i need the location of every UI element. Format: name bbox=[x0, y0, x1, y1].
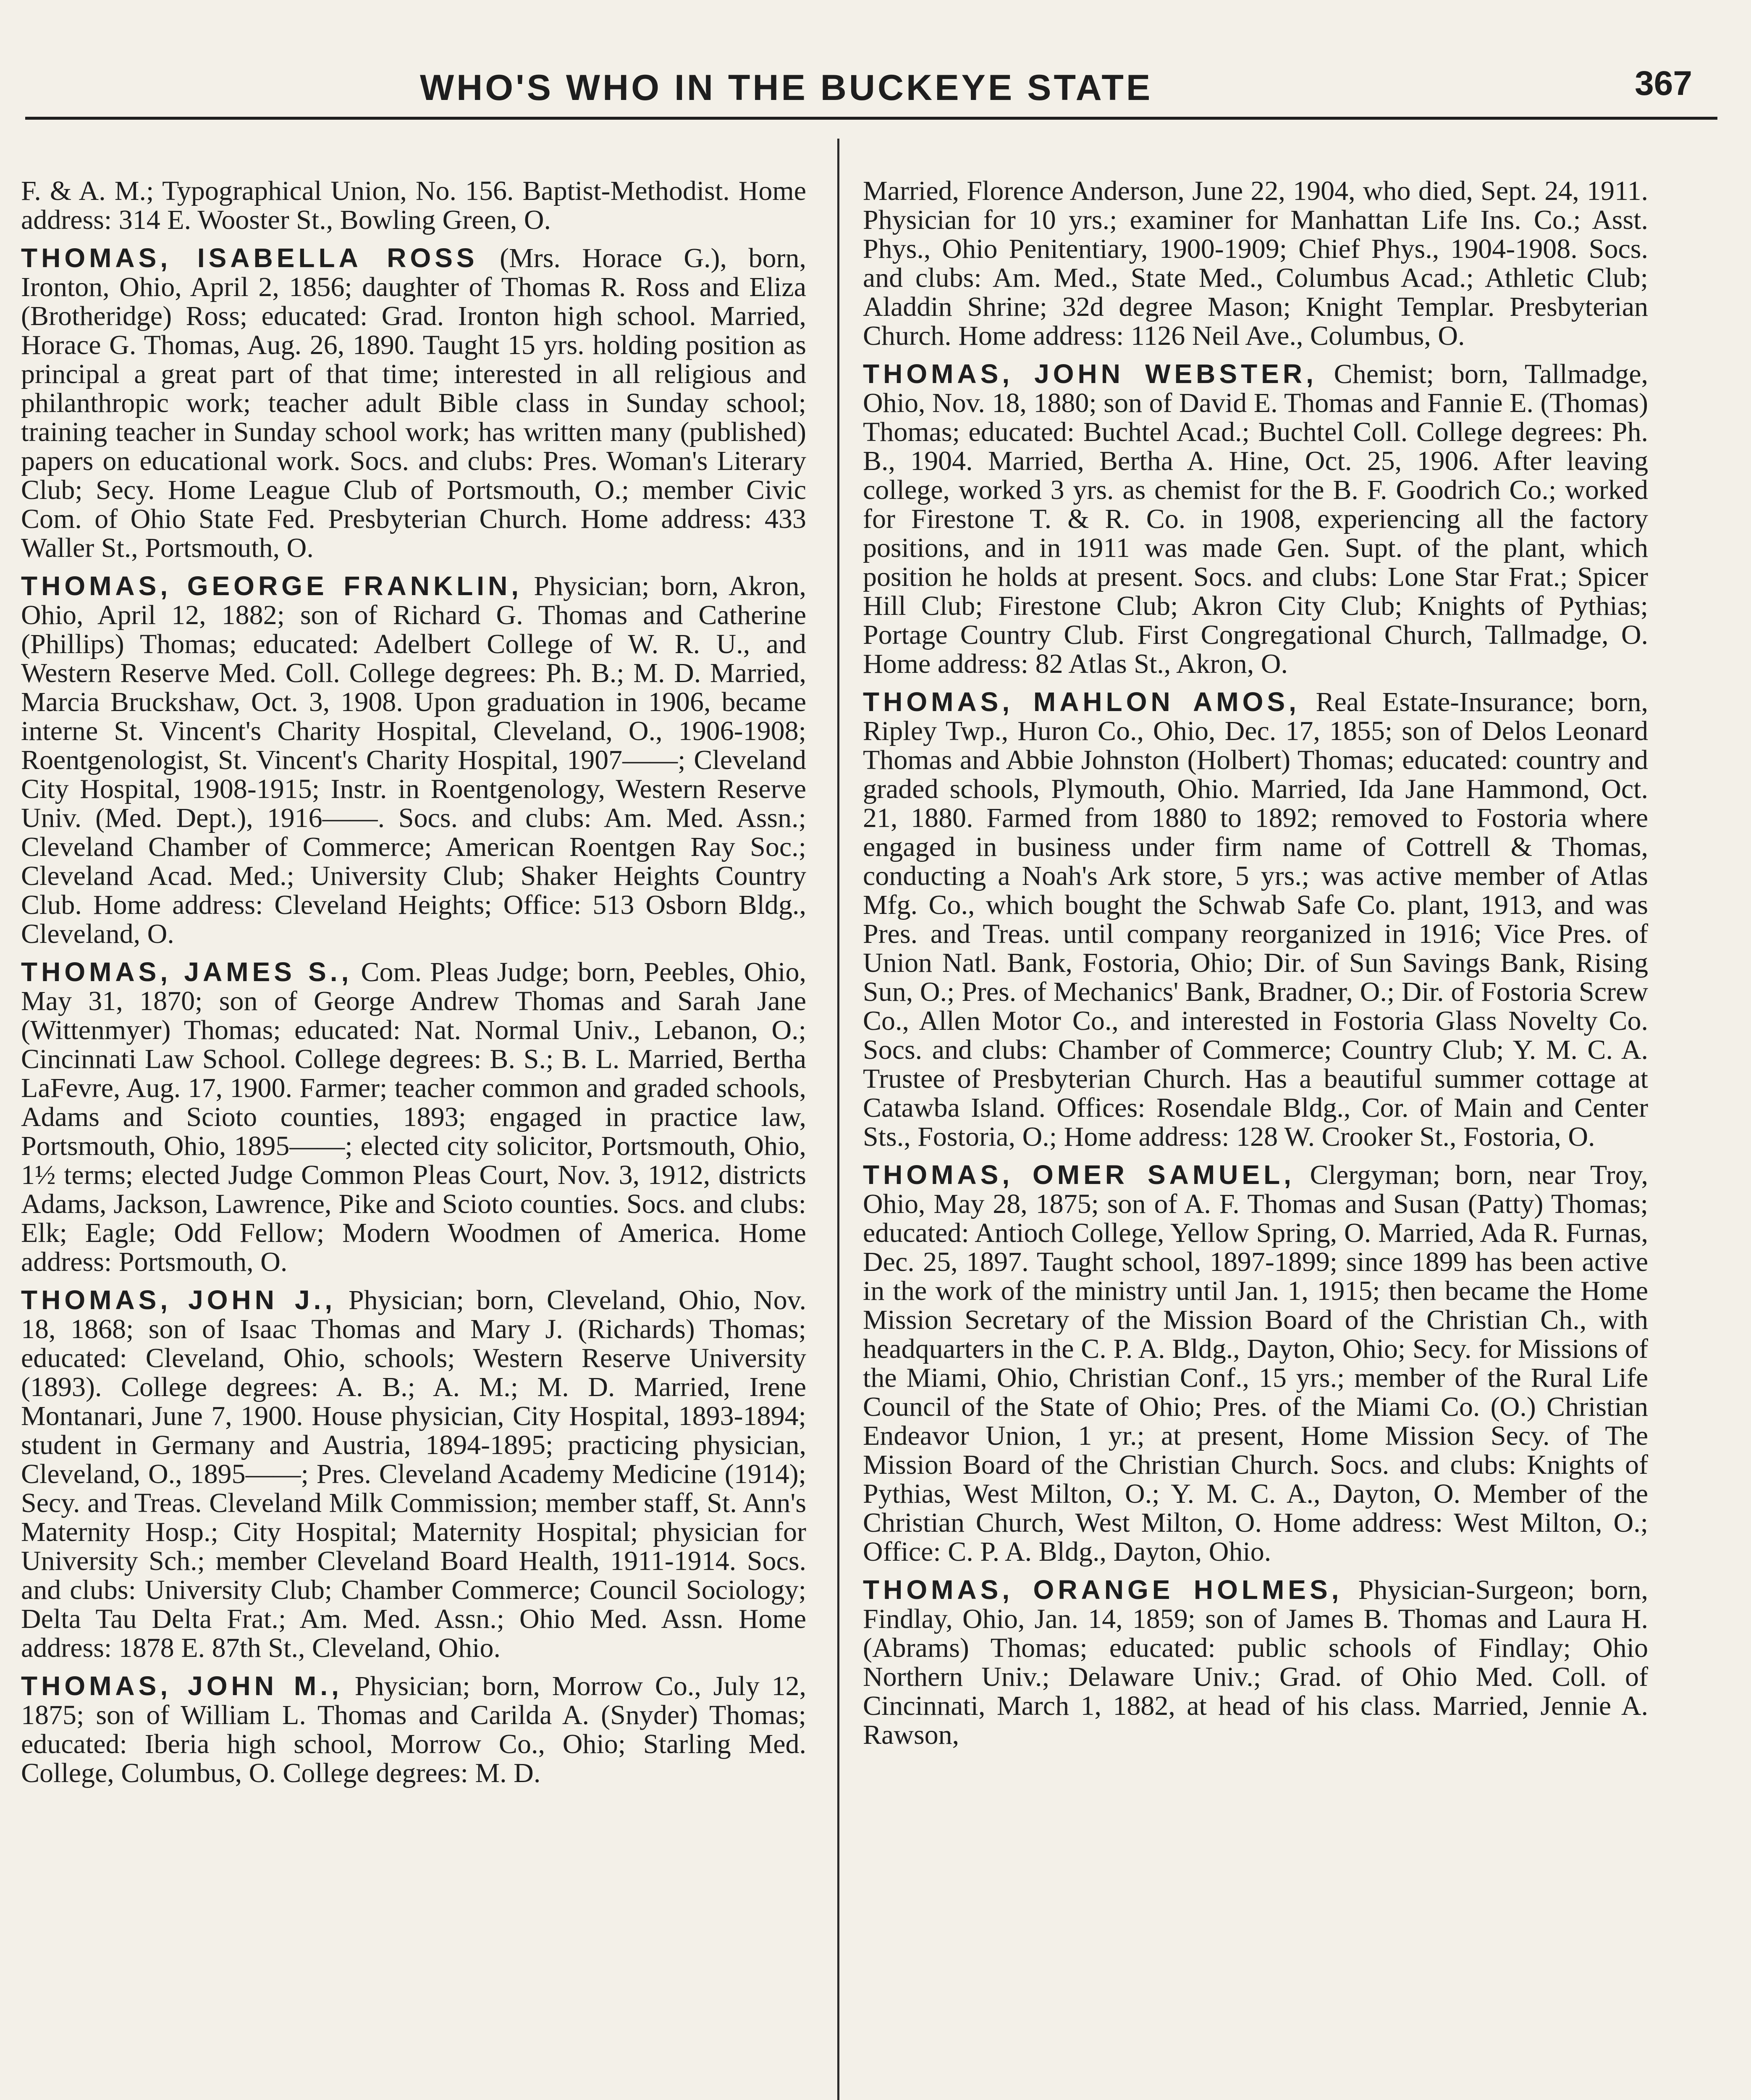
header-rule bbox=[25, 117, 1717, 120]
entry-text: Physician-Surgeon; born, Findlay, Ohio, Jan. 14, 1859; son of James B. Thomas and Laura H. (Abrams) Thomas; educated: public schools of Findlay; Ohio Northern Univ.; Delaware Univ.; Grad. of Ohio Med. Coll. of Cincinnati, March 1, 1882, at head of his class. Married, Jennie A. Rawson, bbox=[863, 1575, 1649, 1750]
biography-entry bbox=[21, 1672, 806, 1788]
left-column bbox=[21, 176, 806, 1797]
biography-entry bbox=[21, 176, 806, 234]
entry-text: Clergyman; born, near Troy, Ohio, May 28, 1875; son of A. F. Thomas and Susan (Patty) Thomas; educated: Antioch College, Yellow Spring, O. Married, Ada R. Furnas, Dec. 25, 1897. Taught school, 1897-1899; since 1899 has been active in the work of the ministry until Jan. 1, 1915; then became the Home Mission Secretary of the Mission Board of the Christian Ch., with headquarters in the C. P. A. Bldg., Dayton, Ohio; Secy. for Missions of the Miami, Ohio, Christian Conf., 15 yrs.; member of the Rural Life Council of the State of Ohio; Pres. of the Miami Co. (O.) Christian Endeavor Union, 1 yr.; at present, Home Mission Secy. of The Mission Board of the Christian Church. Socs. and clubs: Knights of Pythias, West Milton, O.; Y. M. C. A., Dayton, O. Member of the Christian Church, West Milton, O. Home address: West Milton, O.; Office: C. P. A. Bldg., Dayton, Ohio. bbox=[863, 1160, 1649, 1567]
entry-name: THOMAS, OMER SAMUEL, bbox=[863, 1160, 1295, 1190]
biography-entry bbox=[21, 1286, 806, 1662]
entry-text: Physician; born, Morrow Co., July 12, 1875; son of William L. Thomas and Carilda A. (Snyder) Thomas; educated: Iberia high school, Morrow Co., Ohio; Starling Med. College, Columbus, O. College degrees: M. D. bbox=[21, 1671, 807, 1788]
entry-name: THOMAS, JOHN M., bbox=[21, 1671, 343, 1701]
entry-name: THOMAS, JOHN WEBSTER, bbox=[863, 359, 1317, 389]
biography-entry bbox=[21, 244, 806, 562]
entry-text: F. & A. M.; Typographical Union, No. 156. Baptist-Methodist. Home address: 314 E. Wooster St., Bowling Green, O. bbox=[21, 176, 806, 235]
entry-name: THOMAS, JOHN J., bbox=[21, 1285, 336, 1315]
entry-name: THOMAS, GEORGE FRANKLIN, bbox=[21, 571, 523, 601]
running-title: WHO'S WHO IN THE BUCKEYE STATE bbox=[420, 68, 1153, 108]
entry-text: Real Estate-Insurance; born, Ripley Twp., Huron Co., Ohio, Dec. 17, 1855; son of Delos Leonard Thomas and Abbie Johnston (Holbert) Thomas; educated: country and graded schools, Plymouth, Ohio. Married, Ida Jane Hammond, Oct. 21, 1880. Farmed from 1880 to 1892; removed to Fostoria where engaged in business under firm name of Cottrell & Thomas, conducting a Noah's Ark store, 5 yrs.; was active member of Atlas Mfg. Co., which bought the Schwab Safe Co. plant, 1913, and was Pres. and Treas. until company reorganized in 1916; Vice Pres. of Union Natl. Bank, Fostoria, Ohio; Dir. of Sun Savings Bank, Rising Sun, O.; Pres. of Mechanics' Bank, Bradner, O.; Dir. of Fostoria Screw Co., Allen Motor Co., and interested in Fostoria Glass Novelty Co. Socs. and clubs: Chamber of Commerce; Country Club; Y. M. C. A. Trustee of Presbyterian Church. Has a beautiful summer cottage at Catawba Island. Offices: Rosendale Bldg., Cor. of Main and Center Sts., Fostoria, O.; Home address: 128 W. Crooker St., Fostoria, O. bbox=[863, 687, 1649, 1152]
entry-text: Physician; born, Cleveland, Ohio, Nov. 18, 1868; son of Isaac Thomas and Mary J. (Richards) Thomas; educated: Cleveland, Ohio, schools; Western Reserve University (1893). College degrees: A. B.; A. M.; M. D. Married, Irene Montanari, June 7, 1900. House physician, City Hospital, 1893-1894; student in Germany and Austria, 1894-1895; practicing physician, Cleveland, O., 1895——; Pres. Cleveland Academy Medicine (1914); Secy. and Treas. Cleveland Milk Commission; member staff, St. Ann's Maternity Hosp.; City Hospital; Maternity Hospital; physician for University Sch.; member Cleveland Board Health, 1911-1914. Socs. and clubs: University Club; Chamber Commerce; Council Sociology; Delta Tau Delta Frat.; Am. Med. Assn.; Ohio Med. Assn. Home address: 1878 E. 87th St., Cleveland, Ohio. bbox=[21, 1285, 807, 1663]
page-number: 367 bbox=[1635, 64, 1692, 102]
entry-name: THOMAS, ORANGE HOLMES, bbox=[863, 1575, 1343, 1605]
entry-text: (Mrs. Horace G.), born, Ironton, Ohio, April 2, 1856; daughter of Thomas R. Ross and Eliza (Brotheridge) Ross; educated: Grad. Ironton high school. Married, Horace G. Thomas, Aug. 26, 1890. Taught 15 yrs. holding position as principal a great part of that time; interested in all religious and philanthropic work; teacher adult Bible class in Sunday school; training teacher in Sunday school work; has written many (published) papers on educational work. Socs. and clubs: Pres. Woman's Literary Club; Secy. Home League Club of Portsmouth, O.; member Civic Com. of Ohio State Fed. Presbyterian Church. Home address: 433 Waller St., Portsmouth, O. bbox=[21, 243, 806, 563]
biography-entry bbox=[863, 1575, 1648, 1749]
entry-text: Chemist; born, Tallmadge, Ohio, Nov. 18, 1880; son of David E. Thomas and Fannie E. (Thomas) Thomas; educated: Buchtel Acad.; Buchtel Coll. College degrees: Ph. B., 1904. Married, Bertha A. Hine, Oct. 25, 1906. After leaving college, worked 3 yrs. as chemist for the B. F. Goodrich Co.; worked for Firestone T. & R. Co. in 1908, experiencing all the factory positions, and in 1911 was made Gen. Supt. of the plant, which position he holds at present. Socs. and clubs: Lone Star Frat.; Spicer Hill Club; Firestone Club; Akron City Club; Knights of Pythias; Portage Country Club. First Congregational Church, Tallmadge, O. Home address: 82 Atlas St., Akron, O. bbox=[863, 359, 1649, 679]
page-header bbox=[17, 59, 1717, 122]
entry-text: Physician; born, Akron, Ohio, April 12, 1882; son of Richard G. Thomas and Catherine (Phillips) Thomas; educated: Adelbert College of W. R. U., and Western Reserve Med. Coll. College degrees: Ph. B.; M. D. Married, Marcia Bruckshaw, Oct. 3, 1908. Upon graduation in 1906, became interne St. Vincent's Charity Hospital, Cleveland, O., 1906-1908; Roentgenologist, St. Vincent's Charity Hospital, 1907——; Cleveland City Hospital, 1908-1915; Instr. in Roentgenology, Western Reserve Univ. (Med. Dept.), 1916——. Socs. and clubs: Am. Med. Assn.; Cleveland Chamber of Commerce; American Roentgen Ray Soc.; Cleveland Acad. Med.; University Club; Shaker Heights Country Club. Home address: Cleveland Heights; Office: 513 Osborn Bldg., Cleveland, O. bbox=[21, 571, 807, 949]
entry-name: THOMAS, ISABELLA ROSS bbox=[21, 243, 478, 273]
biography-entry bbox=[863, 688, 1648, 1151]
biography-entry bbox=[863, 1160, 1648, 1566]
biography-entry bbox=[21, 958, 806, 1276]
entry-text: Married, Florence Anderson, June 22, 1904, who died, Sept. 24, 1911. Physician for 10 yrs.; examiner for Manhattan Life Ins. Co.; Asst. Phys., Ohio Penitentiary, 1900-1909; Chief Phys., 1904-1908. Socs. and clubs: Am. Med., State Med., Columbus Acad.; Athletic Club; Aladdin Shrine; 32d degree Mason; Knight Templar. Presbyterian Church. Home address: 1126 Neil Ave., Columbus, O. bbox=[863, 176, 1648, 351]
entry-name: THOMAS, MAHLON AMOS, bbox=[863, 687, 1300, 717]
column-divider bbox=[837, 139, 839, 2100]
entry-text: Com. Pleas Judge; born, Peebles, Ohio, May 31, 1870; son of George Andrew Thomas and Sarah Jane (Wittenmyer) Thomas; educated: Nat. Normal Univ., Lebanon, O.; Cincinnati Law School. College degrees: B. S.; B. L. Married, Bertha LaFevre, Aug. 17, 1900. Farmer; teacher common and graded schools, Adams and Scioto counties, 1893; engaged in practice law, Portsmouth, Ohio, 1895——; elected city solicitor, Portsmouth, Ohio, 1½ terms; elected Judge Common Pleas Court, Nov. 3, 1912, districts Adams, Jackson, Lawrence, Pike and Scioto counties. Socs. and clubs: Elk; Eagle; Odd Fellow; Modern Woodmen of America. Home address: Portsmouth, O. bbox=[21, 957, 807, 1277]
biography-entry bbox=[21, 572, 806, 948]
right-column bbox=[863, 176, 1648, 1759]
entry-name: THOMAS, JAMES S., bbox=[21, 957, 353, 987]
biography-entry bbox=[863, 176, 1648, 350]
biography-entry bbox=[863, 360, 1648, 678]
